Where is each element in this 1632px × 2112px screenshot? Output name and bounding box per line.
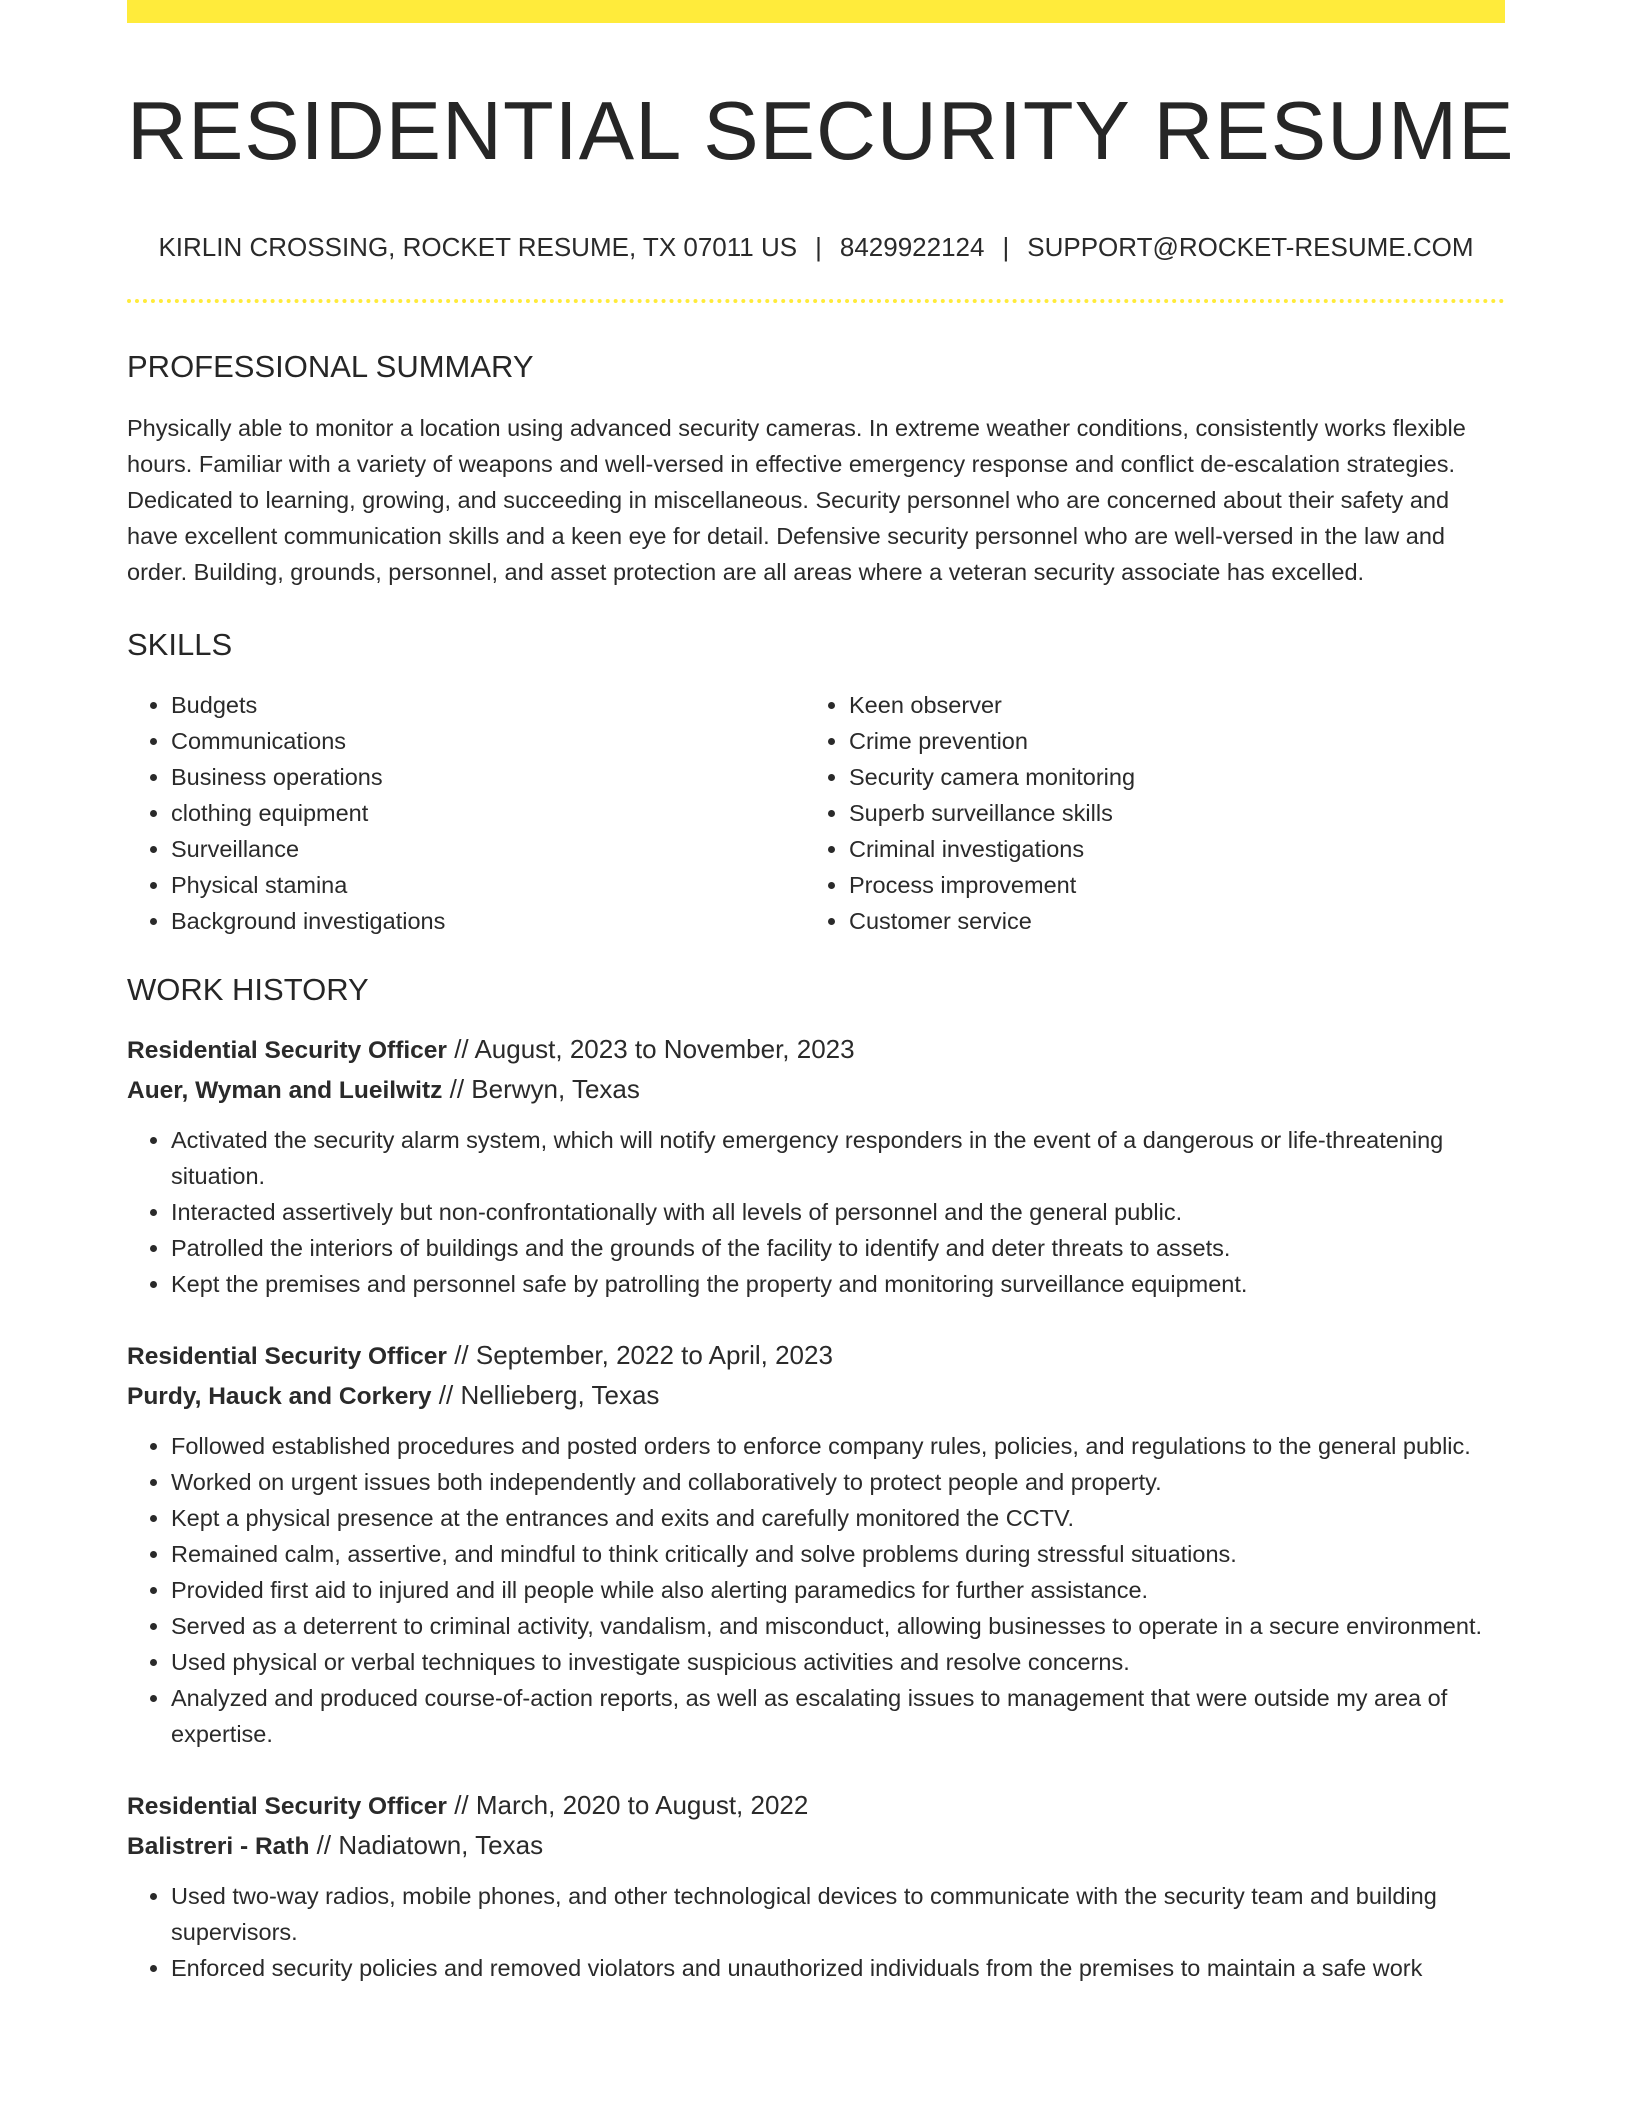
top-accent-bar <box>127 0 1505 23</box>
job-bullet: • Used physical or verbal techniques to investigate suspicious activities and resolve concerns. <box>171 1644 1505 1680</box>
skill-item: • clothing equipment <box>171 795 805 831</box>
job-company: Auer, Wyman and Lueilwitz <box>127 1077 443 1105</box>
skill-item: • Background investigations <box>171 903 805 939</box>
job-company-line <box>127 1826 1505 1866</box>
job-company-line <box>127 1070 1505 1110</box>
job-bullets <box>127 1428 1505 1752</box>
skill-item: • Criminal investigations <box>849 831 1483 867</box>
contact-separator: | <box>815 232 822 263</box>
job-dates: // August, 2023 to November, 2023 <box>446 1034 855 1065</box>
skill-item: • Physical stamina <box>171 867 805 903</box>
job-company: Purdy, Hauck and Corkery <box>127 1383 432 1411</box>
resume-title: RESIDENTIAL SECURITY RESUME <box>127 84 1515 177</box>
job-bullet: • Served as a deterrent to criminal activity, vandalism, and misconduct, allowing businesses to operate in a secure environment. <box>171 1608 1505 1644</box>
job-bullet: • Followed established procedures and posted orders to enforce company rules, policies, and regulations to the general public. <box>171 1428 1505 1464</box>
skill-item: • Surveillance <box>171 831 805 867</box>
contact-address: KIRLIN CROSSING, ROCKET RESUME, TX 07011 US <box>158 232 798 263</box>
skill-item: • Crime prevention <box>849 723 1483 759</box>
skill-item: • Communications <box>171 723 805 759</box>
job-title-line <box>127 1030 1505 1070</box>
skills-column-left <box>127 687 805 939</box>
job-bullet: • Remained calm, assertive, and mindful to think critically and solve problems during stressful situations. <box>171 1536 1505 1572</box>
job-title: Residential Security Officer <box>127 1037 447 1065</box>
job-bullet: • Activated the security alarm system, which will notify emergency responders in the event of a dangerous or life-threatening situation. <box>171 1122 1505 1194</box>
summary-text: Physically able to monitor a location using advanced security cameras. In extreme weather conditions, consistently works flexible hours. Familiar with a variety of weapons and well-versed in effective emergency response and conflict de-escalation strategies. Dedicated to learning, growing, and succeeding in miscellaneous. Security personnel who are concerned about their safety and have excellent communication skills and a keen eye for detail. Defensive security personnel who are well-versed in the law and order. Building, grounds, personnel, and asset protection are all areas where a veteran security associate has excelled. <box>127 414 1466 585</box>
job-location: // Nellieberg, Texas <box>431 1380 660 1411</box>
job-bullets <box>127 1122 1505 1302</box>
job-entry <box>127 1336 1505 1752</box>
contact-email: SUPPORT@ROCKET-RESUME.COM <box>1027 232 1474 263</box>
dotted-divider <box>127 299 1505 303</box>
skill-item: • Business operations <box>171 759 805 795</box>
job-title-line <box>127 1336 1505 1376</box>
skill-item: • Superb surveillance skills <box>849 795 1483 831</box>
skills-list <box>127 687 1505 939</box>
skill-item: • Keen observer <box>849 687 1483 723</box>
job-dates: // March, 2020 to August, 2022 <box>446 1790 809 1821</box>
job-bullet: • Enforced security policies and removed violators and unauthorized individuals from the premises to maintain a safe work <box>171 1950 1505 1986</box>
job-location: // Berwyn, Texas <box>442 1074 640 1105</box>
job-title: Residential Security Officer <box>127 1343 447 1371</box>
job-title-line <box>127 1786 1505 1826</box>
job-bullet: • Kept a physical presence at the entrances and exits and carefully monitored the CCTV. <box>171 1500 1505 1536</box>
contact-line <box>127 232 1505 263</box>
skill-item: • Customer service <box>849 903 1483 939</box>
job-bullet: • Worked on urgent issues both independently and collaboratively to protect people and property. <box>171 1464 1505 1500</box>
job-bullet: • Kept the premises and personnel safe by patrolling the property and monitoring surveillance equipment. <box>171 1266 1505 1302</box>
job-bullet: • Analyzed and produced course-of-action reports, as well as escalating issues to management that were outside my area of expertise. <box>171 1680 1505 1752</box>
work-history-heading: WORK HISTORY <box>127 971 369 1007</box>
resume-page <box>127 0 1515 1986</box>
skill-item: • Security camera monitoring <box>849 759 1483 795</box>
job-entry <box>127 1786 1505 1986</box>
skill-item: • Budgets <box>171 687 805 723</box>
job-title: Residential Security Officer <box>127 1793 447 1821</box>
job-location: // Nadiatown, Texas <box>309 1830 544 1861</box>
skills-column-right <box>805 687 1483 939</box>
job-dates: // September, 2022 to April, 2023 <box>446 1340 833 1371</box>
job-bullet: • Interacted assertively but non-confrontationally with all levels of personnel and the general public. <box>171 1194 1505 1230</box>
job-bullets <box>127 1878 1505 1986</box>
job-company-line <box>127 1376 1505 1416</box>
skill-item: • Process improvement <box>849 867 1483 903</box>
job-company: Balistreri - Rath <box>127 1833 310 1861</box>
skills-heading: SKILLS <box>127 626 233 662</box>
contact-separator: | <box>1002 232 1010 263</box>
summary-heading: PROFESSIONAL SUMMARY <box>127 349 534 385</box>
job-bullet: • Provided first aid to injured and ill people while also alerting paramedics for further assistance. <box>171 1572 1505 1608</box>
job-bullet: • Patrolled the interiors of buildings and the grounds of the facility to identify and deter threats to assets. <box>171 1230 1505 1266</box>
job-entry <box>127 1030 1505 1302</box>
job-bullet: • Used two-way radios, mobile phones, and other technological devices to communicate with the security team and building supervisors. <box>171 1878 1505 1950</box>
contact-phone: 8429922124 <box>839 232 985 263</box>
